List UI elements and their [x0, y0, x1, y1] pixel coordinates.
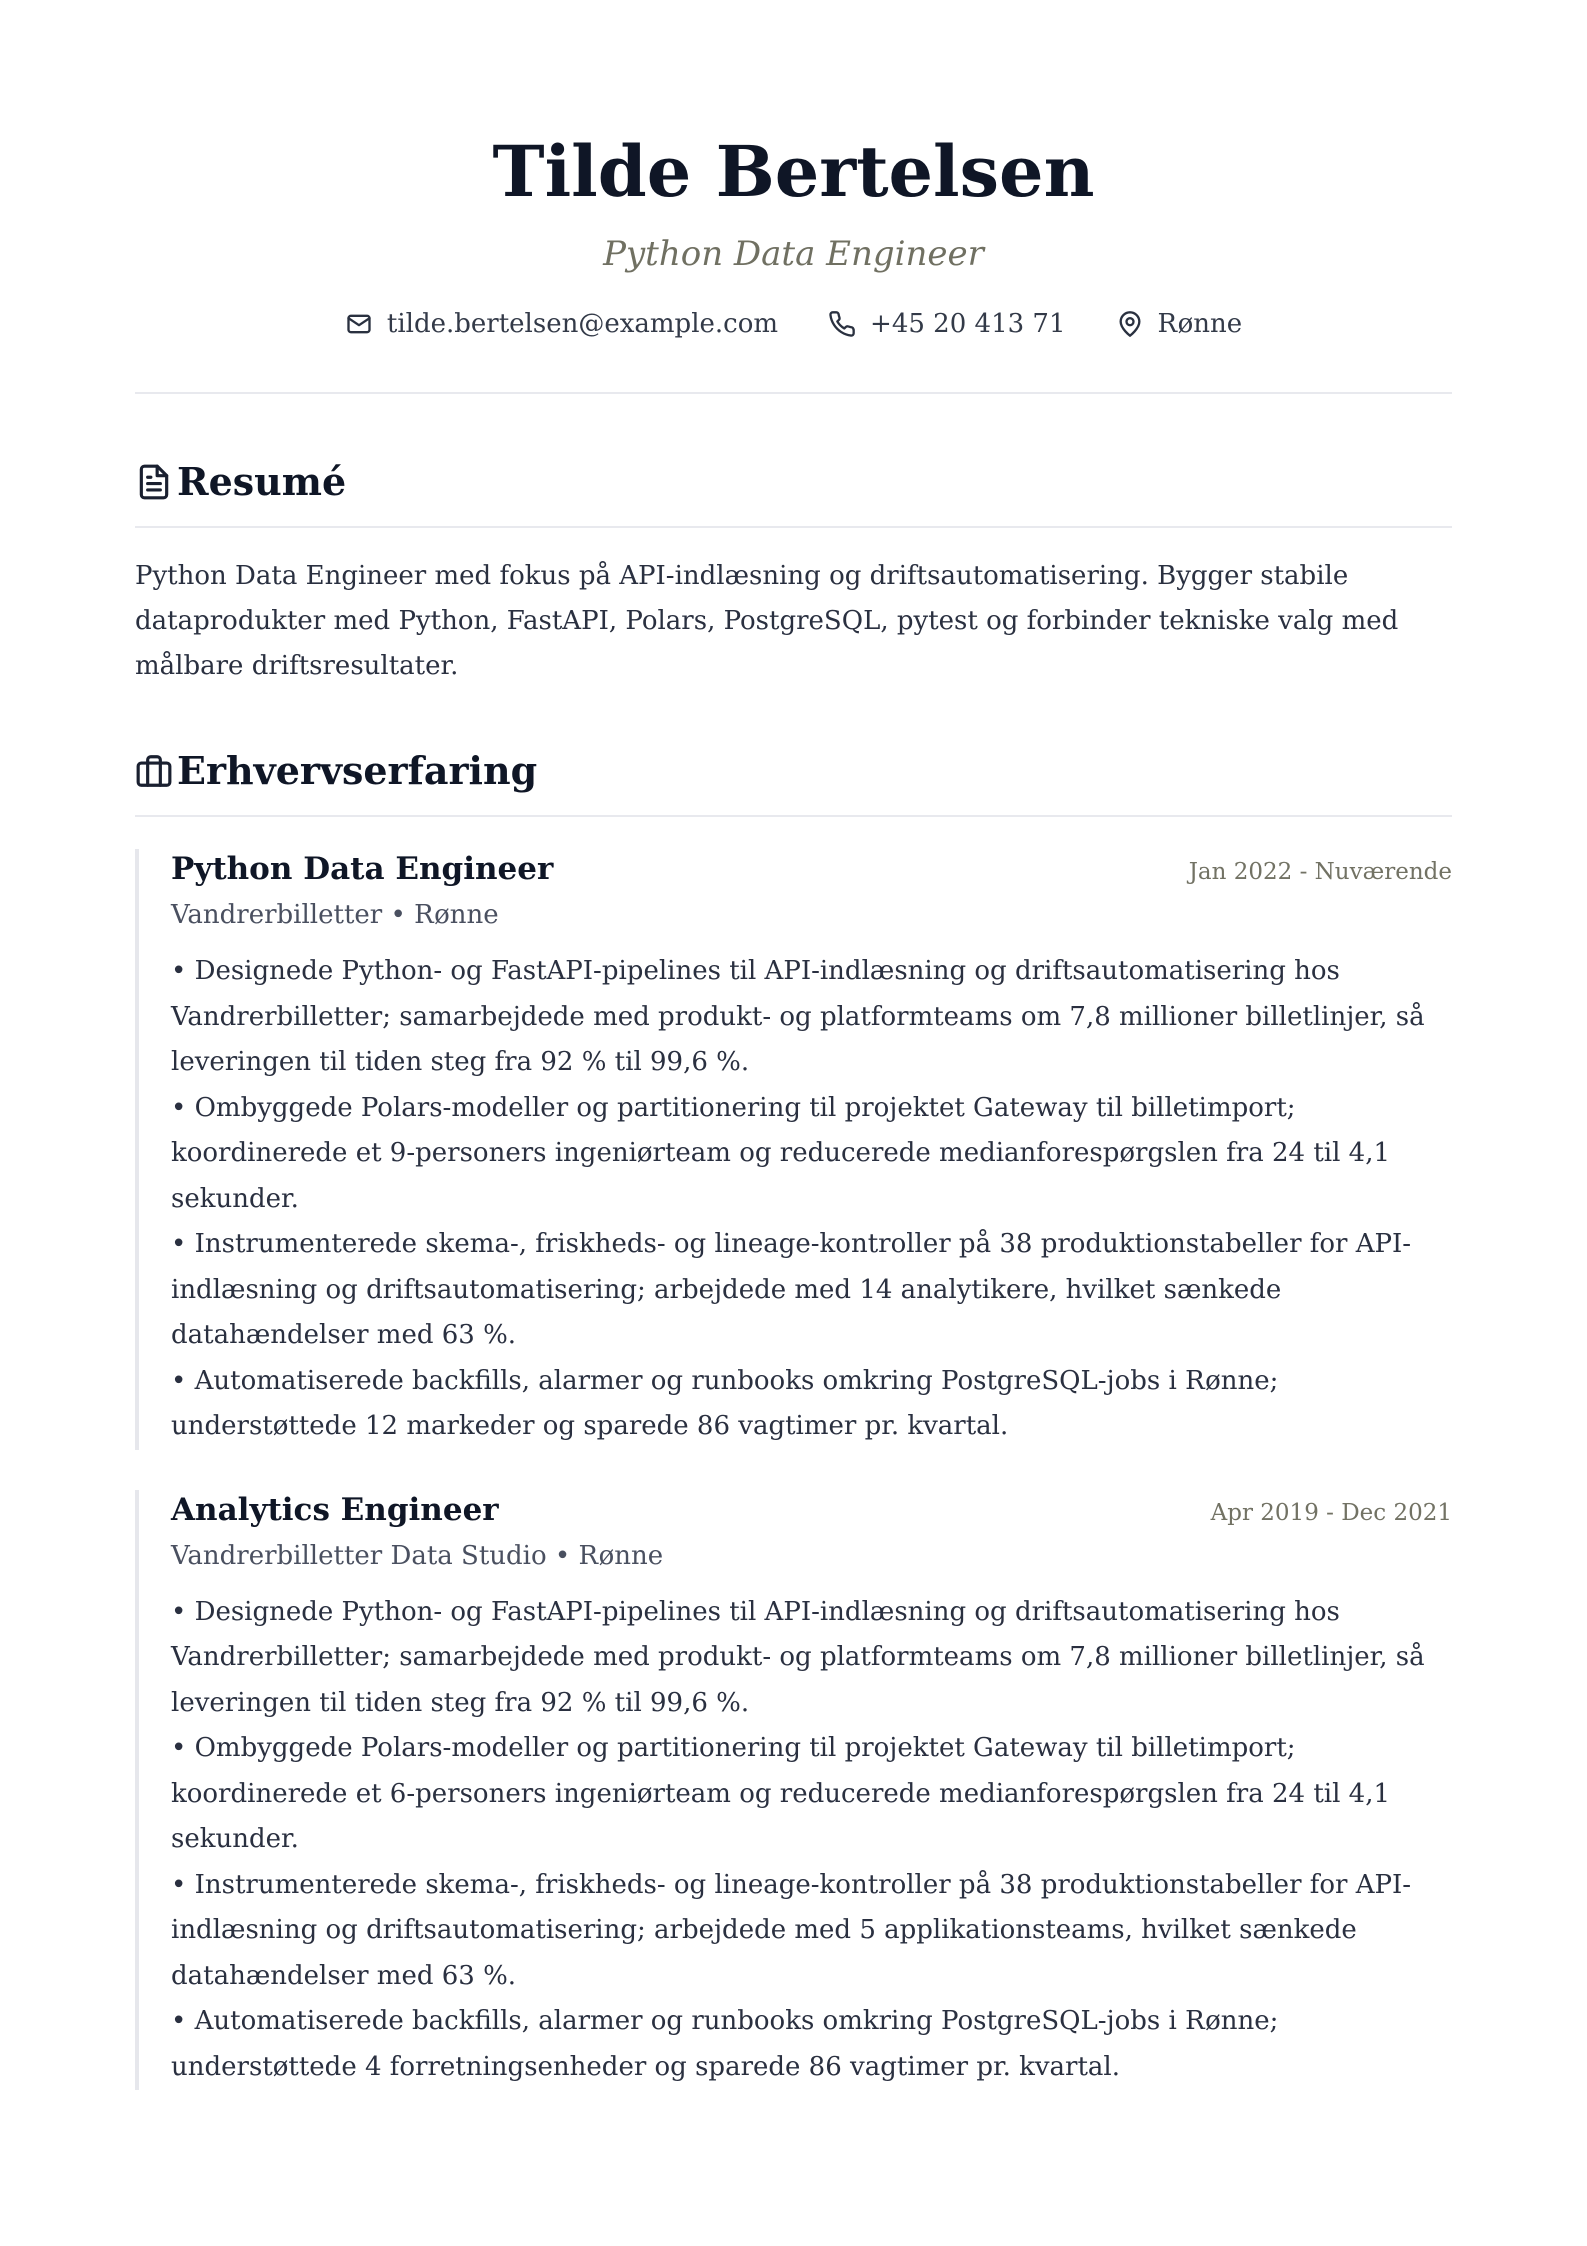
- job-company: Vandrerbilletter Data Studio • Rønne: [171, 1540, 664, 1571]
- location-text: Rønne: [1157, 309, 1243, 339]
- job-title: Python Data Engineer: [171, 851, 554, 887]
- job-header: [171, 849, 1452, 889]
- phone-text: +45 20 413 71: [870, 309, 1066, 339]
- job-header: [171, 1490, 1452, 1530]
- experience-heading: [135, 747, 1452, 795]
- contact-email[interactable]: [345, 309, 778, 339]
- summary-text: Python Data Engineer med fokus på API-indlæsning og driftsautomatisering. Bygger stabile dataprodukter med Python, FastAPI, Polars, PostgreSQL, pytest og forbinder tekniske valg med målbare driftsresultater.: [135, 561, 1399, 681]
- summary-title: Resumé: [177, 459, 347, 504]
- experience-title: Erhvervserfaring: [177, 748, 538, 793]
- job-company: Vandrerbilletter • Rønne: [171, 900, 499, 930]
- job-bullet: • Designede Python- og FastAPI-pipelines til API-indlæsning og driftsautomatisering hos Vandrerbilletter; samarbejdede med produkt- og platformteams om 7,8 millioner billetlinjer, så leveringen til tiden steg fra 92 % til 99,6 %.: [171, 956, 1425, 1077]
- resume-header: [135, 0, 1452, 394]
- experience-section: [135, 747, 1452, 2090]
- section-divider: [135, 526, 1452, 528]
- candidate-name: Tilde Bertelsen: [492, 130, 1095, 213]
- section-divider: [135, 815, 1452, 817]
- job-bullet: • Designede Python- og FastAPI-pipelines til API-indlæsning og driftsautomatisering hos Vandrerbilletter; samarbejdede med produkt- og platformteams om 7,8 millioner billetlinjer, så leveringen til tiden steg fra 92 % til 99,6 %.: [171, 1596, 1425, 1718]
- summary-section: [135, 458, 1452, 689]
- job-bullets: [171, 1590, 1452, 2091]
- phone-icon: [828, 310, 856, 338]
- job-dates: Apr 2019 - Dec 2021: [1210, 1499, 1452, 1526]
- job-bullets: [171, 949, 1452, 1450]
- contact-row: [135, 304, 1452, 344]
- job-bullet: • Ombyggede Polars-modeller og partitionering til projektet Gateway til billetimport; koordinerede et 9-personers ingeniørteam og reducerede medianforespørgslen fra 24 til 4,1 sekunder.: [171, 1092, 1391, 1214]
- email-text: tilde.bertelsen@example.com: [386, 309, 779, 339]
- job-bullet: • Instrumenterede skema-, friskheds- og lineage-kontroller på 38 produktionstabeller for API-indlæsning og driftsautomatisering; arbejdede med 14 analytikere, hvilket sænkede datahændelser med 63 %.: [171, 1229, 1412, 1350]
- job-entry: [135, 849, 1452, 1450]
- map-pin-icon: [1116, 310, 1144, 338]
- job-title: Analytics Engineer: [171, 1491, 499, 1528]
- job-dates: Jan 2022 - Nuværende: [1188, 859, 1452, 885]
- document-icon: [135, 463, 173, 501]
- header-divider: [135, 392, 1452, 394]
- job-bullet: • Automatiserede backfills, alarmer og runbooks omkring PostgreSQL-jobs i Rønne; understøttede 12 markeder og sparede 86 vagtimer pr. kvartal.: [171, 1365, 1279, 1441]
- briefcase-icon: [135, 752, 173, 790]
- mail-icon: [345, 310, 373, 338]
- job-bullet: • Instrumenterede skema-, friskheds- og lineage-kontroller på 38 produktionstabeller for API-indlæsning og driftsautomatisering; arbejdede med 5 applikationsteams, hvilket sænkede datahændelser med 63 %.: [171, 1869, 1412, 1991]
- job-bullet: • Ombyggede Polars-modeller og partitionering til projektet Gateway til billetimport; koordinerede et 6-personers ingeniørteam og reducerede medianforespørgslen fra 24 til 4,1 sekunder.: [171, 1733, 1391, 1854]
- summary-heading: [135, 458, 1452, 506]
- job-bullet: • Automatiserede backfills, alarmer og runbooks omkring PostgreSQL-jobs i Rønne; understøttede 4 forretningsenheder og sparede 86 vagtimer pr. kvartal.: [171, 2006, 1279, 2082]
- job-entry: [135, 1490, 1452, 2091]
- contact-phone[interactable]: [828, 309, 1065, 339]
- candidate-title: Python Data Engineer: [603, 234, 984, 274]
- contact-location: [1116, 309, 1243, 339]
